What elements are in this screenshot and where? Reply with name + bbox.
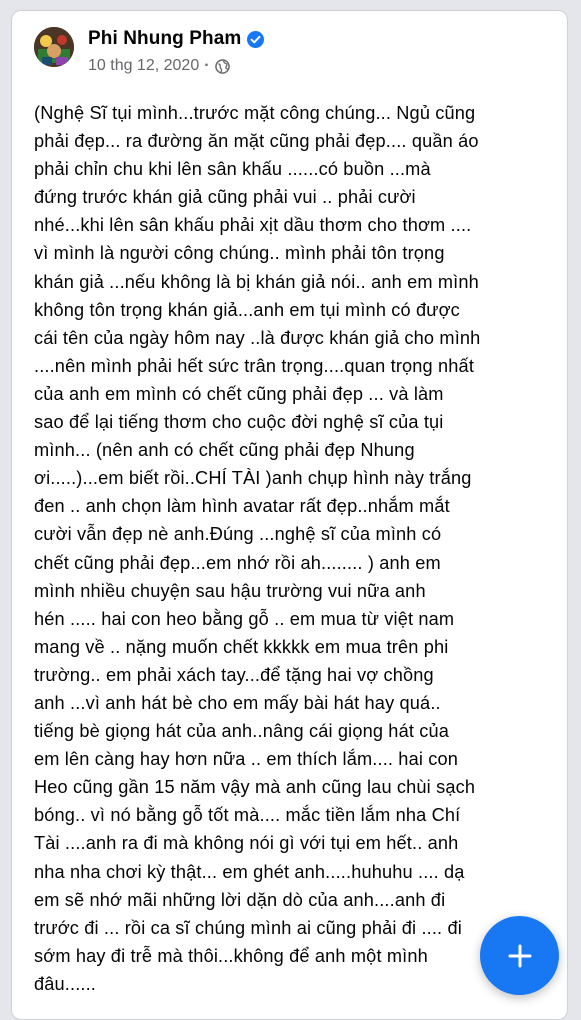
post-text-line: Tài ....anh ra đi mà không nói gì với tụi em hết.. anh	[34, 833, 459, 854]
author-name[interactable]: Phi Nhung Pham	[88, 28, 242, 49]
post-text-line: của anh em mình có chết cũng phải đẹp ... và làm	[34, 383, 444, 404]
post-meta	[88, 57, 230, 75]
post-text-line: đen .. anh chọn làm hình avatar rất đẹp..nhắm mắt	[34, 496, 450, 517]
post-text-line: nhé...khi lên sân khấu phải xịt dầu thơm cho thơm ....	[34, 215, 472, 236]
plus-icon	[507, 943, 533, 969]
post-text-line: em lên càng hay hơn nữa .. em thích lắm.... hai con	[34, 749, 459, 770]
avatar-photo-icon	[34, 27, 74, 67]
post-text-line: ....nên mình phải hết sức trân trọng....quan trọng nhất	[34, 355, 475, 376]
post-text-line: mang về .. nặng muốn chết kkkkk em mua trên phi	[34, 636, 449, 657]
post-text-line: cái tên của ngày hôm nay ..là được khán giả cho mình	[34, 327, 481, 348]
post-text-line: cười vẫn đẹp nè anh.Đúng ...nghệ sĩ của mình có	[34, 524, 442, 545]
verified-badge-icon	[247, 31, 264, 48]
post-text-line: tiếng bè giọng hát của anh..nâng cái giọng hát của	[34, 721, 450, 742]
post-text-line: Heo cũng gần 15 năm vậy mà anh cũng lau chùi sạch	[34, 777, 476, 798]
post-text-line: sớm hay đi trễ mà thôi...không để anh một mình	[34, 945, 428, 966]
create-post-fab-button[interactable]	[480, 916, 559, 995]
post-text-line: sao để lại tiếng thơm cho cuộc đời nghệ sĩ của tụi	[34, 412, 444, 433]
globe-icon[interactable]	[215, 59, 230, 74]
meta-separator: ·	[204, 57, 210, 74]
post-text-line: mình... (nên anh có chết cũng phải đẹp Nhung	[34, 440, 415, 461]
post-card	[11, 10, 568, 1020]
post-text-line: chết cũng phải đẹp...em nhớ rồi ah........ ) anh em	[34, 552, 441, 573]
post-text-line: nha nha chơi kỳ thật... em ghét anh.....huhuhu .... dạ	[34, 861, 465, 882]
post-text-line: phải đẹp... ra đường ăn mặt cũng phải đẹp.... quần áo	[34, 131, 479, 152]
post-timestamp[interactable]: 10 thg 12, 2020	[88, 57, 200, 74]
post-text-line: đứng trước khán giả cũng phải vui .. phải cười	[34, 187, 416, 208]
post-text	[34, 99, 554, 998]
post-text-line: trường.. em phải xách tay...để tặng hai vợ chồng	[34, 664, 434, 685]
post-text-line: vì mình là người công chúng.. mình phải tôn trọng	[34, 243, 445, 264]
author-avatar[interactable]	[34, 27, 74, 67]
author-row	[88, 28, 264, 50]
post-text-line: bóng.. vì nó bằng gỗ tốt mà.... mắc tiền lắm nha Chí	[34, 805, 461, 826]
post-text-line: trước đi ... rồi ca sĩ chúng mình ai cũng phải đi .... đi	[34, 917, 462, 938]
post-text-line: hén ..... hai con heo bằng gỗ .. em mua từ việt nam	[34, 608, 455, 629]
post-text-line: khán giả ...nếu không là bị khán giả nói.. anh em mình	[34, 271, 479, 292]
post-text-line: em sẽ nhớ mãi những lời dặn dò của anh....anh đi	[34, 889, 446, 910]
post-text-line: anh ...vì anh hát bè cho em mấy bài hát hay quá..	[34, 692, 441, 713]
post-text-line: không tôn trọng khán giả...anh em tụi mình có được	[34, 299, 460, 320]
post-text-line: phải chỉn chu khi lên sân khấu ......có buồn ...mà	[34, 159, 431, 180]
post-text-line: đâu......	[34, 973, 97, 994]
post-text-line: (Nghệ Sĩ tụi mình...trước mặt công chúng... Ngủ cũng	[34, 103, 476, 123]
post-text-line: mình nhiều chuyện sau hậu trường vui nữa anh	[34, 580, 426, 601]
post-text-line: ơi.....)...em biết rồi..CHÍ TÀI )anh chụp hình này trắng	[34, 468, 472, 489]
